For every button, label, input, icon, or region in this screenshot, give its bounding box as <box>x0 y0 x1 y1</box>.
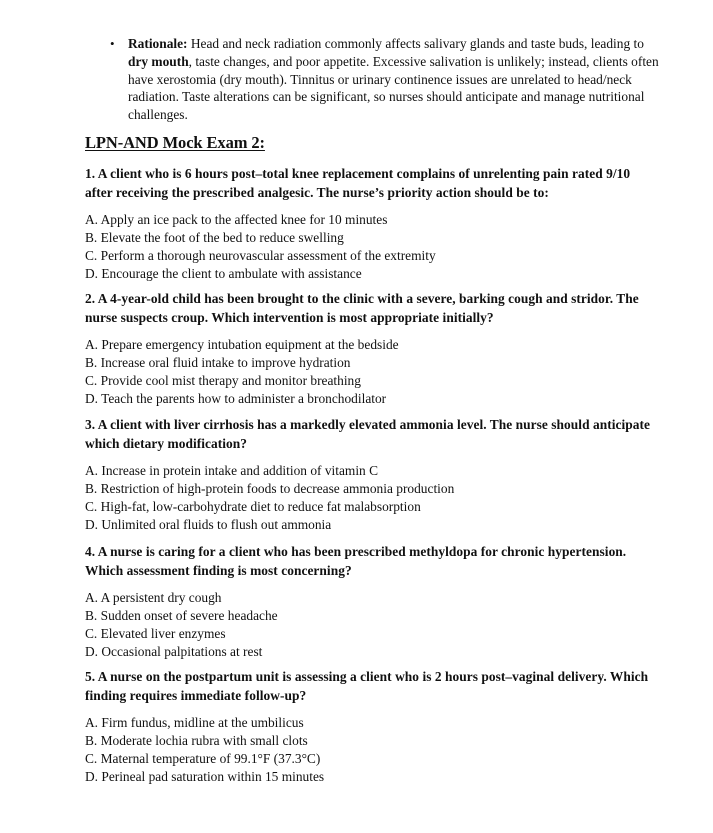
question-2 <box>85 290 660 408</box>
rationale-label: Rationale: <box>128 36 188 51</box>
option-c: C. Elevated liver enzymes <box>85 625 226 641</box>
option-b: B. Restriction of high-protein foods to decrease ammonia production <box>85 480 455 496</box>
option-b: B. Moderate lochia rubra with small clots <box>85 732 308 748</box>
rationale-text-1: Head and neck radiation commonly affects salivary glands and taste buds, leading to <box>187 36 644 51</box>
option-a: A. Prepare emergency intubation equipment at the bedside <box>85 337 399 352</box>
question-4 <box>85 543 660 661</box>
option-c: C. Maternal temperature of 99.1°F (37.3°C) <box>85 750 321 766</box>
option-c: C. High-fat, low-carbohydrate diet to reduce fat malabsorption <box>85 498 421 514</box>
question-text: 1. A client who is 6 hours post–total knee replacement complains of unrelenting pain rated 9/10 after receiving the prescribed analgesic. The nurse’s priority action should be to: <box>85 166 631 200</box>
question-5 <box>85 668 660 786</box>
question-text: 2. A 4-year-old child has been brought to the clinic with a severe, barking cough and stridor. The nurse suspects croup. Which intervention is most appropriate initially? <box>85 291 639 325</box>
option-d: D. Teach the parents how to administer a bronchodilator <box>85 390 387 406</box>
option-a: A. A persistent dry cough <box>85 590 222 605</box>
rationale-bold-text: dry mouth <box>128 53 189 69</box>
rationale-text-2: , taste changes, and poor appetite. Excessive salivation is unlikely; instead, clients often have xerostomia (dry mouth). Tinnitus or urinary continence issues are unrelated to head/neck radiation. Taste alterations can be significant, so nurses should anticipate and manage nutritional challenges. <box>128 53 659 123</box>
option-b: B. Sudden onset of severe headache <box>85 607 278 623</box>
option-c: C. Provide cool mist therapy and monitor breathing <box>85 372 361 388</box>
question-text: 3. A client with liver cirrhosis has a markedly elevated ammonia level. The nurse should anticipate which dietary modification? <box>85 417 650 451</box>
option-b: B. Elevate the foot of the bed to reduce swelling <box>85 229 344 245</box>
option-a: A. Apply an ice pack to the affected knee for 10 minutes <box>85 212 388 227</box>
option-d: D. Occasional palpitations at rest <box>85 643 263 659</box>
question-text: 5. A nurse on the postpartum unit is assessing a client who is 2 hours post–vaginal delivery. Which finding requires immediate follow-up? <box>85 669 649 703</box>
question-3 <box>85 416 660 534</box>
option-a: A. Firm fundus, midline at the umbilicus <box>85 715 304 730</box>
option-d: D. Perineal pad saturation within 15 minutes <box>85 768 325 784</box>
question-1 <box>85 165 660 283</box>
bullet-icon: • <box>110 36 115 51</box>
option-d: D. Unlimited oral fluids to flush out ammonia <box>85 516 332 532</box>
option-c: C. Perform a thorough neurovascular assessment of the extremity <box>85 247 436 263</box>
option-a: A. Increase in protein intake and addition of vitamin C <box>85 463 379 478</box>
question-text: 4. A nurse is caring for a client who has been prescribed methyldopa for chronic hypertension. Which assessment finding is most concerning? <box>85 544 627 578</box>
option-d: D. Encourage the client to ambulate with assistance <box>85 265 362 281</box>
rationale-paragraph <box>128 35 663 124</box>
exam-title: LPN-AND Mock Exam 2: <box>85 133 265 152</box>
option-b: B. Increase oral fluid intake to improve hydration <box>85 354 351 370</box>
